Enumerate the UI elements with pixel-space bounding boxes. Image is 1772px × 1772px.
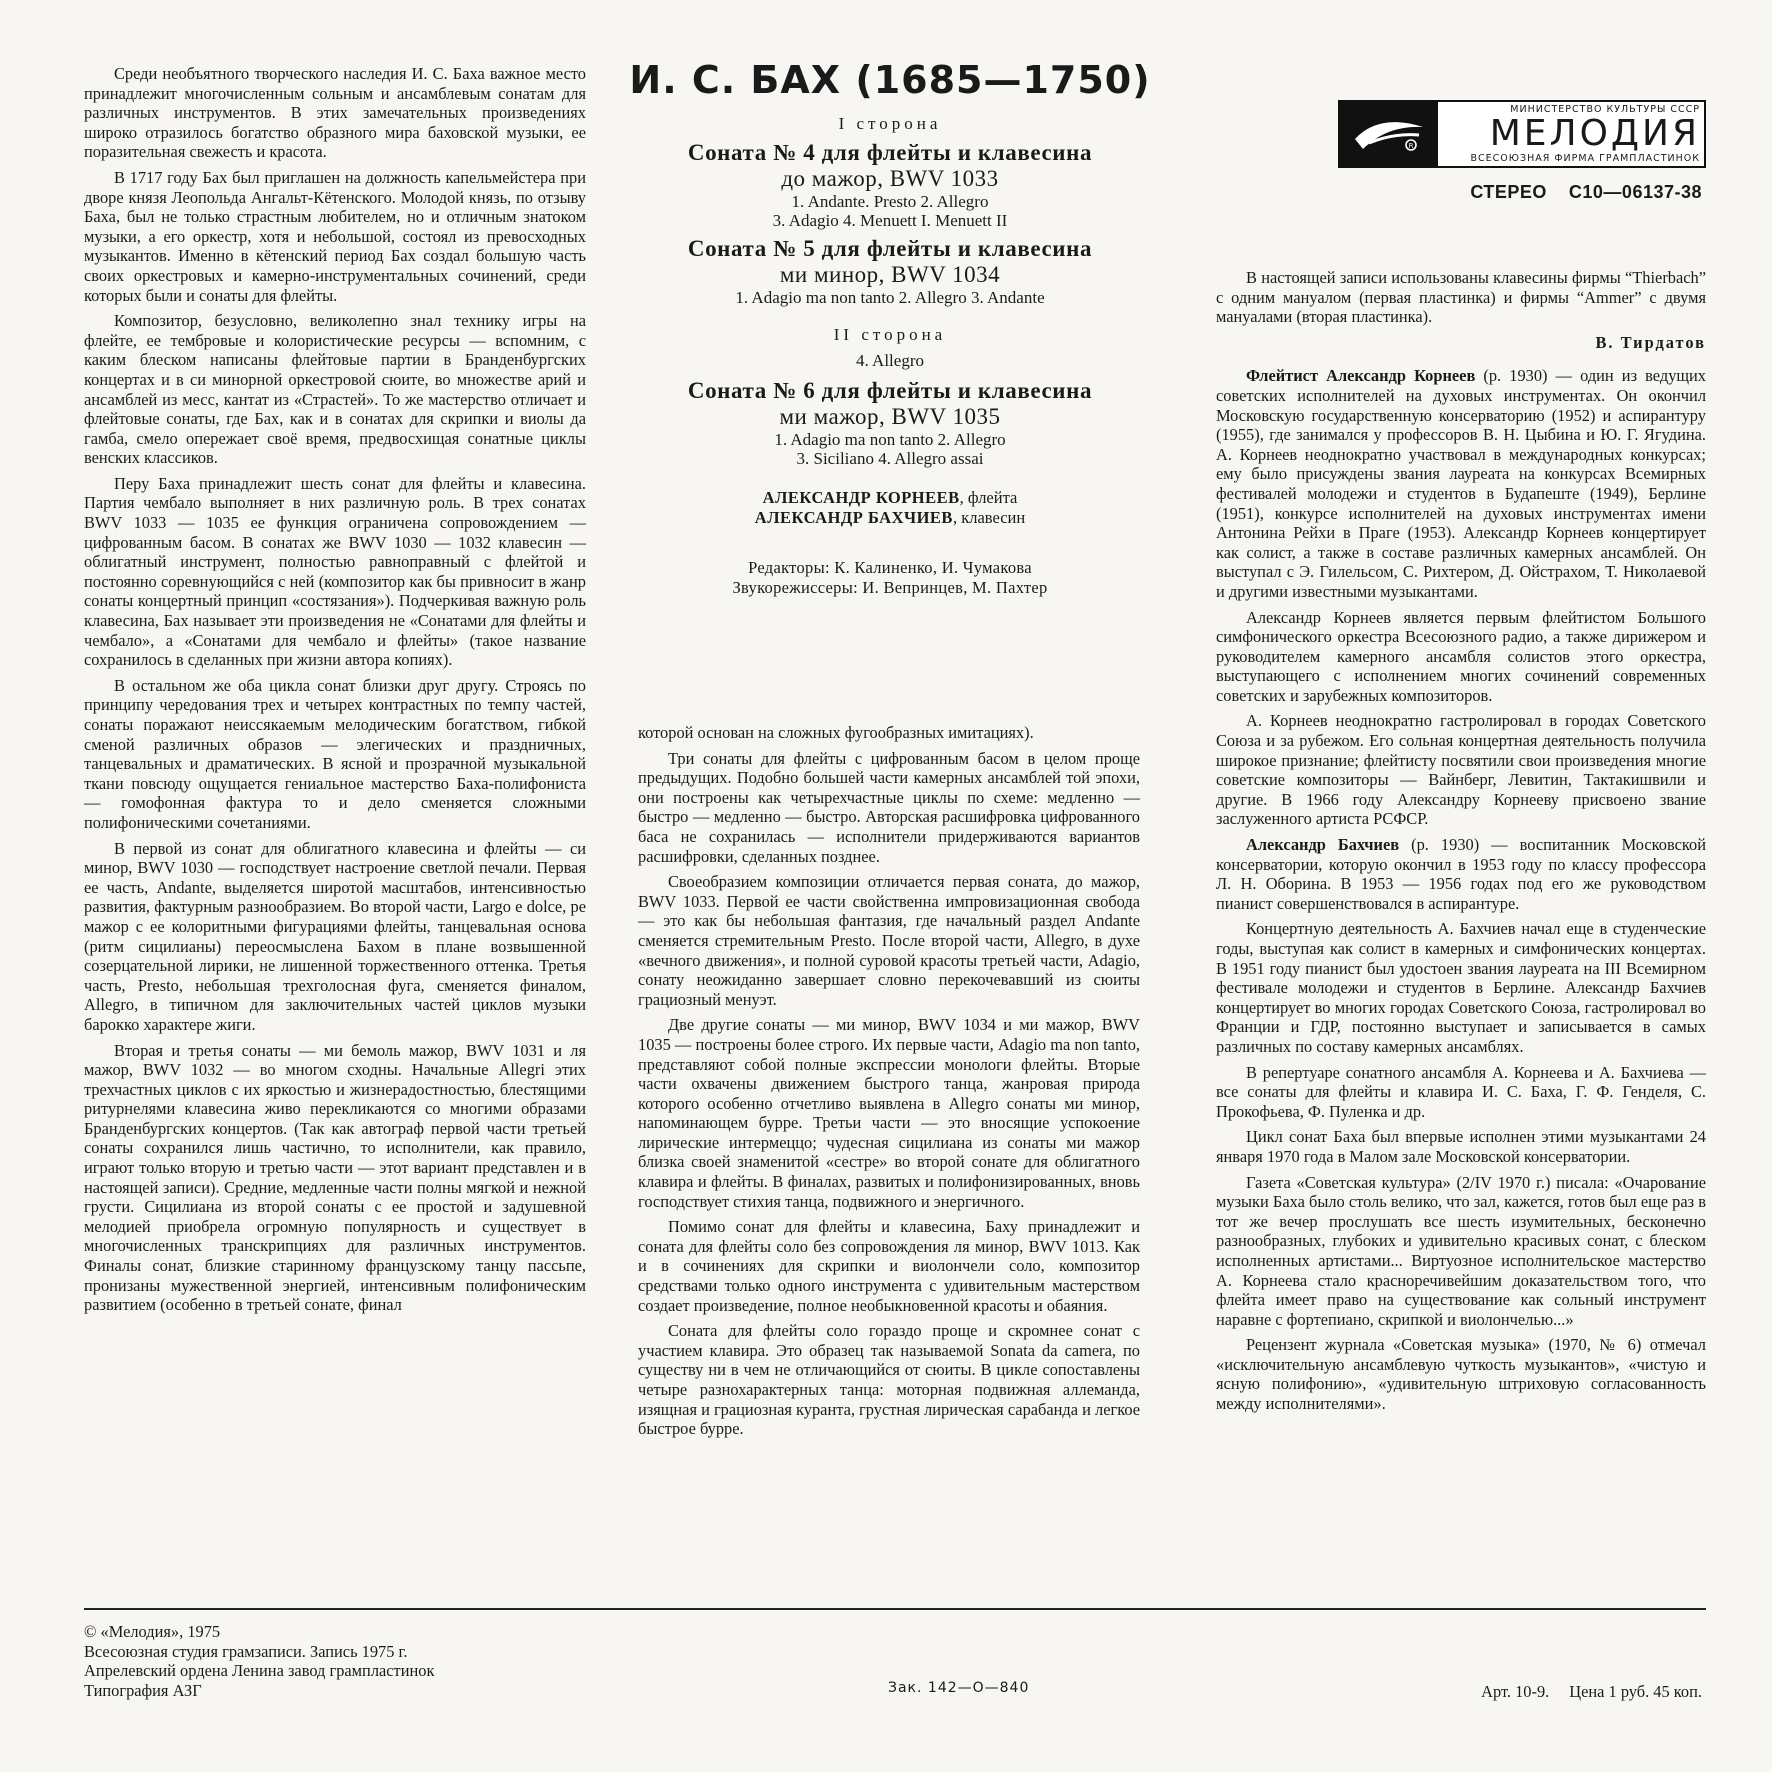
right-paragraph: Александр Корнеев является первым флейтистом Большого симфонического оркестра Всесоюзного радио, а также дирижером и руководителем камерного ансамбля солистов этого оркестра, выступающего с исполнением многих сочинений современных советских и зарубежных композиторов.: [1216, 607, 1706, 705]
right-paragraph: [1216, 366, 1706, 601]
plant-line: Апрелевский ордена Ленина завод грампластинок: [84, 1661, 435, 1681]
sonata-5-key: ми минор, BWV 1034: [779, 262, 1001, 287]
sonata-6-key: ми мажор, BWV 1035: [779, 404, 1001, 429]
performer-role: , клавесин: [952, 508, 1026, 527]
performer-name: АЛЕКСАНДР КОРНЕЕВ: [762, 488, 960, 507]
middle-text-column: [638, 723, 1140, 1445]
sonata-5-title: Соната № 5 для флейты и клавесина: [687, 236, 1093, 261]
studio-line: Всесоюзная студия грамзаписи. Запись 1975 г.: [84, 1641, 408, 1661]
sonata-4-key: до мажор, BWV 1033: [781, 166, 999, 191]
performer-name: АЛЕКСАНДР БАХЧИЕВ: [754, 508, 953, 527]
logo-company: ВСЕСОЮЗНАЯ ФИРМА ГРАМПЛАСТИНОК: [1470, 153, 1700, 164]
melodiya-emblem-icon: [1340, 102, 1438, 166]
sonata-6: [620, 378, 1160, 468]
catalog-line: [1380, 182, 1702, 203]
credits: [620, 558, 1160, 598]
editors-credit: Редакторы: К. Калиненко, И. Чумакова: [748, 558, 1032, 577]
sonata-5-movements: 1. Adagio ma non tanto 2. Allegro 3. Andante: [735, 288, 1045, 307]
side-two-label: II сторона: [833, 325, 947, 344]
right-text-column: [1216, 268, 1706, 1420]
left-paragraph: Среди необъятного творческого наследия И. С. Баха важное место принадлежит многочисленным сольным и ансамблевым сонатам для различных инструментов. В этих замечательных произведениях широко отразилось богатство образного мира баховской музыки, ее поразительная свежесть и красота.: [84, 64, 586, 162]
left-text-column: [84, 64, 586, 1321]
svg-text:R: R: [1408, 142, 1414, 150]
sonata-4-title: Соната № 4 для флейты и клавесина: [687, 140, 1093, 165]
sonata-4-movements: 3. Adagio 4. Menuett I. Menuett II: [772, 211, 1008, 230]
right-paragraph: Рецензент журнала «Советская музыка» (1970, № 6) отмечал «исключительную ансамблевую чуткость музыкантов», «чистую и ясную полифонию», «удивительную штриховую согласованность между исполнителями».: [1216, 1335, 1706, 1414]
price-line: [1481, 1682, 1702, 1702]
engineers-credit: Звукорежиссеры: И. Вепринцев, М. Пахтер: [732, 578, 1048, 597]
right-paragraph: Цикл сонат Баха был впервые исполнен этими музыкантами 24 января 1970 года в Малом зале Московской консерватории.: [1216, 1127, 1706, 1166]
side-two-first-movement: 4. Allegro: [856, 351, 924, 370]
middle-paragraph: Помимо сонат для флейты и клавесина, Баху принадлежит и соната для флейты соло без сопровождения ля минор, BWV 1013. Как и в сочинениях для скрипки и виолончели соло, композитор средствами только одного инструмента с удивительным мастерством создает произведение, полное необыкновенной красоты и обаяния.: [638, 1217, 1140, 1315]
middle-paragraph: Соната для флейты соло гораздо проще и скромнее сонат с участием клавира. Это образец так называемой Sonata da camera, по существу ни в чем не отличающийся от сюиты. В цикле сопоставлены четыре разнохарактерных танца: моторная подвижная аллеманда, изящная и грациозная куранта, грустная лирическая сарабанда и легкое быстрое бурре.: [638, 1321, 1140, 1439]
sonata-4: [620, 140, 1160, 230]
left-paragraph: Композитор, безусловно, великолепно знал технику игры на флейте, ее тембровые и колористические ресурсы — вспомним, с каким блеском написаны флейтовые партии в Бранденбургских концертах и в си минорной оркестровой сюите, во множестве арий и ансамблей из месс, кантат из «Страстей». То же мастерство отличает и флейтовые сонаты, где Бах, как и в сонатах для скрипки и виолы да гамба, смело опережает своё время, предвосхищая сонатные циклы венских классиков.: [84, 311, 586, 468]
composer-title: И. С. БАХ (1685—1750): [629, 58, 1151, 102]
sonata-6-title: Соната № 6 для флейты и клавесина: [687, 378, 1093, 403]
imprint: [84, 1622, 434, 1700]
order-number: Зак. 142—О—840: [888, 1680, 1030, 1696]
right-paragraph: А. Корнеев неоднократно гастролировал в городах Советского Союза и за рубежом. Его сольная концертная деятельность получила широкое признание; флейтисту посвятили свои произведения многие советские композиторы — Вайнберг, Левитин, Тактакишвили и другие. В 1966 году Александру Корнееву присвоено звание заслуженного артиста РСФСР.: [1216, 711, 1706, 829]
right-paragraph: В репертуаре сонатного ансамбля А. Корнеева и А. Бахчиева — все сонаты для флейты и клавира И. С. Баха, Г. Ф. Генделя, С. Прокофьева, Ф. Пуленка и др.: [1216, 1062, 1706, 1121]
performers: [620, 488, 1160, 528]
right-paragraph: [1216, 835, 1706, 913]
performer-name: Александр Бахчиев: [1246, 835, 1400, 855]
sonata-6-movements: 1. Adagio ma non tanto 2. Allegro: [774, 430, 1006, 449]
middle-paragraph: Своеобразием композиции отличается первая соната, до мажор, BWV 1033. Первой ее части свойственна импровизационная свобода — это как бы небольшая фантазия, где начальный раздел Andante сменяется стремительным Presto. После второй части, Allegro, в духе «вечного движения», и полной суровой красоты третьей части, Adagio, сонату неожиданно завершает словно перекочевавший из сюиты грациозный менуэт.: [638, 872, 1140, 1009]
copyright: © «Мелодия», 1975: [84, 1622, 221, 1641]
paragraph-text: (р. 1930) — воспитанник Московской консерватории, которую окончил в 1953 году по классу профессора Л. Н. Оборина. В 1953 — 1956 годах под его же руководством пианист совершенствовался в аспирантуре.: [1216, 835, 1706, 913]
middle-paragraph: Две другие сонаты — ми минор, BWV 1034 и ми мажор, BWV 1035 — построены более строго. Их первые части, Adagio ma non tanto, представляют собой полные экспрессии монологи флейты. Вторые части охвачены движением быстрого танца, жанровая природа которого особенно отчетливо выявлена в Allegro сонаты ми минор, напоминающем бурре. Третьи части — это вносящие успокоение лирические интермеццо; чудесная сицилиана из сонаты ми мажор близка своей знаменитой «сестре» во второй сонате для облигатного клавира и флейты. В финалах, развитых и полифонизированных, вновь господствует стихия танца, подвижного и энергичного.: [638, 1015, 1140, 1211]
melodiya-logo: [1338, 100, 1706, 168]
author-signature: В. Тирдатов: [1595, 332, 1706, 352]
left-paragraph: Вторая и третья сонаты — ми бемоль мажор, BWV 1031 и ля мажор, BWV 1032 — во многом сходны. Начальные Allegri этих трехчастных циклов с их яркостью и жизнерадостностью, блестящими ритурнелями клавесина живо перекликаются со многими образами Бранденбургских концертов. (Так как автограф первой части третьей сонаты сохранился лишь частично, то исполнители, как правило, играют только вторую и третью части — этот вариант представлен и в настоящей записи). Средние, медленные части полны мягкой и нежной грусти. Сицилиана из второй сонаты с ее простой и задушевной мелодией приобрела огромную популярность и существует в многочисленных транскрипциях для различных инструментов. Финалы сонат, близкие старинному французскому танцу пассьпе, пронизаны мужественной энергией, интенсивным полифоническим развитием (особенно в третьей сонате, финал: [84, 1040, 586, 1315]
right-paragraph: Концертную деятельность А. Бахчиев начал еще в студенческие годы, выступая как солист в камерных и симфонических концертах. В 1951 году пианист был удостоен звания лауреата на III Всемирном фестивале молодежи и студентов в Берлине. Александр Бахчиев концертирует во многих городах Советского Союза, гастролировал во Франции и ГДР, постоянно выступает и записывается в самых различных по составу камерных ансамблях.: [1216, 919, 1706, 1056]
performer-name: Флейтист Александр Корнеев: [1246, 366, 1476, 386]
logo-name: МЕЛОДИЯ: [1489, 113, 1700, 154]
left-paragraph: В остальном же оба цикла сонат близки друг другу. Строясь по принципу чередования трех и четырех контрастных по темпу частей, сонаты поражают неиссякаемым мелодическим богатством, гибкой сменой различных образов — элегических и праздничных, танцевальных и драматических. В ясной и прозрачной музыкальной ткани повсюду ощущается гениальное мастерство Баха-полифониста — гомофонная фактура то и дело сменяется сложными полифоническими сочетаниями.: [84, 675, 586, 832]
right-paragraph: Газета «Советская культура» (2/IV 1970 г.) писала: «Очарование музыки Баха было столь велико, что зал, кажется, готов был еще раз в тот же вечер прослушать все шесть изумительных, бесконечно разнообразных, глубоких и удивительно красивых сонат, с блеском исполненных артистами... Виртуозное исполнительское мастерство А. Корнеева стало красноречивейшим доказательством того, что флейта имеет право на существование как сольный инструмент наравне с фортепиано, скрипкой и виолончелью...»: [1216, 1172, 1706, 1329]
middle-paragraph: которой основан на сложных фугообразных имитациях).: [638, 723, 1034, 742]
left-paragraph: В первой из сонат для облигатного клавесина и флейты — си минор, BWV 1030 — господствует настроение светлой печали. Первая ее часть, Andante, выделяется широтой масштабов, интенсивностью развития, фактурным разнообразием. Во второй части, Largo e dolce, ре мажор с ее колоритными фигурациями флейты, танцевальная основа (ритм сицилианы) переосмыслена Бахом в плане возвышенной созерцательной лирики, не лишенной торжественного оттенка. Третья часть, Presto, небольшая трехголосная фуга, сменяется финалом, Allegro, в типичном для заключительных частей циклов музыки барокко характере жиги.: [84, 838, 586, 1034]
left-paragraph: В 1717 году Бах был приглашен на должность капельмейстера при дворе князя Леопольда Ангальт-Кётенского. Молодой князь, по отзыву Баха, был не только страстным любителем, но и отличным знатоком музыки, а его оркестр, хотя и небольшой, состоял из превосходных музыкантов. Именно в кётенский период Бах создал большую часть своих оркестровых и камерно-инструментальных сочинений, среди которых были и сонаты для флейты.: [84, 167, 586, 305]
middle-paragraph: Три сонаты для флейты с цифрованным басом в целом проще предыдущих. Подобно большей части камерных ансамблей той эпохи, они построены как четырехчастные циклы по схеме: медленно — быстро — медленно — быстро. Авторская расшифровка цифрованного баса не сохранилась — исполнители придерживаются вариантов расшифровки, сделанных позднее.: [638, 748, 1140, 866]
catalog-number: С10—06137-38: [1568, 182, 1702, 202]
logo-ministry: МИНИСТЕРСТВО КУЛЬТУРЫ СССР: [1510, 104, 1700, 115]
right-paragraph: В настоящей записи использованы клавесины фирмы “Thierbach” с одним мануалом (первая пластинка) и фирмы “Ammer” с двумя мануалами (вторая пластинка).: [1216, 268, 1706, 327]
article-code: Арт. 10-9.: [1481, 1682, 1550, 1701]
print-line: Типография АЗГ: [84, 1680, 202, 1700]
sonata-6-movements: 3. Siciliano 4. Allegro assai: [796, 449, 984, 468]
sonata-4-movements: 1. Andante. Presto 2. Allegro: [791, 192, 989, 211]
paragraph-text: (р. 1930) — один из ведущих советских исполнителей на духовых инструментах. Он окончил Московскую государственную консерваторию (1952) и аспирантуру (1955), где занимался у профессоров В. Н. Цыбина и Ю. Г. Ягудина. А. Корнеев неоднократно участвовал в международных конкурсах; ему было присуждены звания лауреата на конкурсах Всемирных фестивалей молодежи и студентов в Будапеште (1949), Берлине (1951), конкурсе исполнителей на духовых инструментах имени Антонина Рейхи в Праге (1953). Александр Корнеев концертирует как солист, а также в составе различных камерных ансамблей. Он выступал с Э. Гилельсом, С. Рихтером, Д. Ойстрахом, Т. Николаевой и другими известными музыкантами.: [1216, 366, 1706, 601]
footer-divider: [84, 1608, 1706, 1610]
left-paragraph: Перу Баха принадлежит шесть сонат для флейты и клавесина. Партия чембало выполняет в них различную роль. В трех сонатах BWV 1033 — 1035 ее функция ограничена сопровождением — цифрованным басом. В сонатах же BWV 1030 — 1032 клавесин — облигатный инструмент, полностью равноправный с флейтой и постоянно соревнующийся с ней (композитор как бы привносит в жанр сонаты концертный принцип «состязания»). Подчеркивая важную роль клавесина, Бах называет эти произведения не «Сонатами для флейты и чембало», а «Сонатами для чембало и флейты» (такое название сохранилось в сделанных при жизни автора копиях).: [84, 473, 586, 670]
tracklist: [620, 58, 1160, 598]
side-one-label: I сторона: [838, 114, 942, 133]
sonata-5: [620, 236, 1160, 307]
price: Цена 1 руб. 45 коп.: [1569, 1682, 1702, 1701]
performer-role: , флейта: [959, 488, 1018, 507]
stereo-label: СТЕРЕО: [1470, 182, 1547, 202]
